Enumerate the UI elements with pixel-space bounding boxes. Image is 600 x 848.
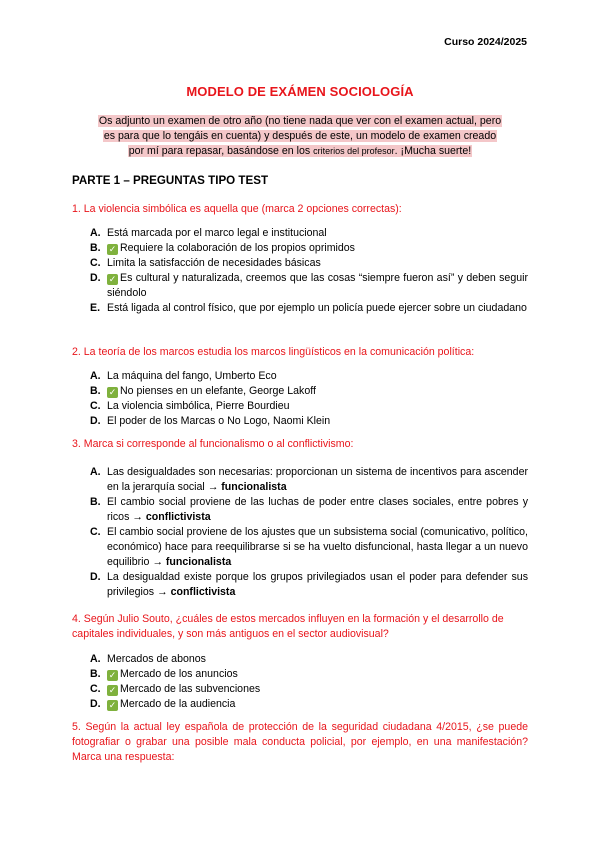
option-4c: C. ✓ Mercado de las subvenciones: [90, 683, 261, 695]
option-3a: A. Las desigualdades son necesarias: proporcionan un sistema de incentivos para ascender en la jerarquía social → funcionalista: [90, 466, 528, 493]
option-4a: A. Mercados de abonos: [90, 653, 206, 665]
check-mark-button-icon: ✓: [108, 685, 117, 695]
question-2: 2. La teoría de los marcos estudia los marcos lingüísticos en la comunicación política:: [72, 346, 475, 358]
intro-line-1: Os adjunto un examen de otro año (no tiene nada que ver con el examen actual, pero: [98, 115, 502, 127]
option-3b: B. El cambio social proviene de las luchas de poder entre clases sociales, entre pobres y ricos → conflictivista: [90, 496, 528, 523]
option-3d: D. La desigualdad existe porque los grupos privilegiados usan el poder para defender sus privilegios → conflictivista: [90, 571, 528, 598]
question-4-options: [90, 652, 528, 712]
option-4b: B. ✓ Mercado de los anuncios: [90, 668, 238, 680]
option-3c: C. El cambio social proviene de los ajustes que un subsistema social (comunicativo, político, económico) hace para reequilibrarse si se ha vuelto disfuncional, hasta llegar a un nuevo equilibrio → funcionalista: [90, 526, 528, 568]
check-mark-button-icon: ✓: [108, 700, 117, 710]
intro-line-3c: . ¡Mucha suerte!: [394, 145, 472, 157]
intro-line-3a: por mí para repasar, basándose en los: [128, 145, 311, 157]
option-2d: D. El poder de los Marcas o No Logo, Naomi Klein: [90, 415, 331, 427]
option-1e: E. Está ligada al control físico, que por ejemplo un policía puede ejercer sobre un ciudadano: [90, 302, 527, 314]
question-3-options: [90, 465, 528, 600]
question-3: 3. Marca si corresponde al funcionalismo o al conflictivismo:: [72, 438, 354, 450]
option-2b: B. ✓ No pienses en un elefante, George Lakoff: [90, 385, 316, 397]
check-mark-button-icon: ✓: [108, 670, 117, 680]
question-1-options: [90, 226, 528, 316]
course-year: Curso 2024/2025: [444, 36, 527, 48]
option-1b: B. ✓ Requiere la colaboración de los propios oprimidos: [90, 242, 355, 254]
intro-line-3b: criterios del profesor: [313, 146, 395, 156]
option-2a: A. La máquina del fango, Umberto Eco: [90, 370, 277, 382]
question-2-options: [90, 369, 528, 429]
intro-note: [0, 114, 600, 159]
check-mark-button-icon: ✓: [108, 244, 117, 254]
check-mark-button-icon: ✓: [108, 274, 117, 284]
intro-line-2: es para que lo tengáis en cuenta) y después de este, un modelo de examen creado: [103, 130, 497, 142]
option-1a: A. Está marcada por el marco legal e institucional: [90, 227, 327, 239]
document-title: MODELO DE EXÁMEN SOCIOLOGÍA: [186, 84, 414, 99]
question-5: 5. Según la actual ley española de protección de la seguridad ciudadana 4/2015, ¿se puede fotografiar o grabar una posible mala conducta policial, por ejemplo, en una manifestación? Marca una respuesta:: [72, 721, 528, 763]
option-1d: D. ✓ Es cultural y naturalizada, creemos que las cosas “siempre fueron así” y deben seguir siéndolo: [90, 272, 528, 299]
option-4d: D. ✓ Mercado de la audiencia: [90, 698, 236, 710]
question-4: 4. Según Julio Souto, ¿cuáles de estos mercados influyen en la formación y el desarrollo de capitales individuales, y son más antiguos en el sector audiovisual?: [72, 613, 504, 640]
check-mark-button-icon: ✓: [108, 387, 117, 397]
question-1: 1. La violencia simbólica es aquella que (marca 2 opciones correctas):: [72, 203, 402, 215]
option-1c: C. Limita la satisfacción de necesidades básicas: [90, 257, 321, 269]
option-2c: C. La violencia simbólica, Pierre Bourdieu: [90, 400, 290, 412]
part-1-heading: PARTE 1 – PREGUNTAS TIPO TEST: [72, 174, 269, 187]
